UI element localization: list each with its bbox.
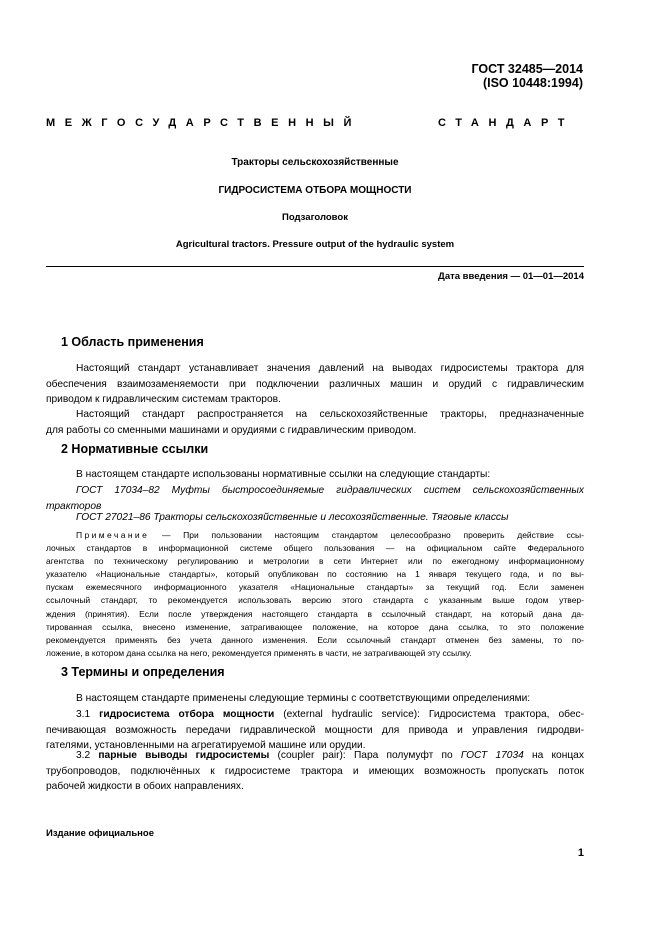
text-line: ГОСТ 17034–82 Муфты быстросоединяемые гидравлических систем сельскохозяйственных	[76, 485, 584, 496]
note-text: — При пользовании настоящим стандартом целесообразно проверить действие ссы-	[161, 530, 584, 540]
section-2-heading: 2 Нормативные ссылки	[61, 442, 209, 456]
text-line: гателями, установленными на агрегатируемой машине или орудии.	[46, 740, 366, 751]
note-line: указателю «Национальные стандарты», который опубликован по состоянию на 1 января текущего года, и по вы-	[46, 569, 584, 580]
term-name: гидросистема отбора мощности	[99, 709, 275, 720]
term-3-1	[46, 707, 584, 754]
section-3-heading: 3 Термины и определения	[61, 665, 225, 679]
text-line: печивающая возможность передачи гидравлической мощности для привода и управления гидродви-	[46, 724, 584, 736]
text-line: рабочей жидкости в обоих направлениях.	[46, 781, 244, 792]
note-line: агентства по техническому регулированию и метрологии в сети Интернет или по ежегодному информационному	[46, 556, 584, 567]
term-name: парные выводы гидросистемы	[98, 750, 270, 761]
term-reference: ГОСТ 17034	[460, 750, 524, 761]
note-line: ложение, в котором дана ссылка на него, рекомендуется применять в части, не затрагивающей эту ссылку.	[46, 647, 472, 658]
introduction-date: Дата введения — 01—01—2014	[438, 271, 584, 282]
title-english: Agricultural tractors. Pressure output of the hydraulic system	[175, 239, 455, 250]
section-2-intro	[46, 467, 584, 483]
title-subtitle: Подзаголовок	[282, 212, 348, 223]
text-line: трубопроводов, подключённых к гидросистеме трактора и имеющих возможность пропускать поток	[46, 765, 584, 777]
title-main: ГИДРОСИСТЕМА ОТБОРА МОЩНОСТИ	[218, 185, 412, 196]
text-line: тракторов	[46, 500, 102, 512]
note-line: ждения (принятия). Если после утверждения настоящего стандарта в ссылочный стандарт, на который дана да-	[46, 608, 584, 619]
note-line: лочных стандартов в информационной системе общего пользования — на официальном сайте Федерального	[46, 543, 584, 554]
note-line: ссылочный стандарт, то рекомендуется использовать версию этого стандарта с указанным выше годом утвер-	[46, 595, 584, 606]
divider	[46, 266, 584, 267]
standard-label: СТАНДАРТ	[438, 117, 575, 129]
term-3-2	[46, 748, 584, 795]
interstate-label: МЕЖГОСУДАРСТВЕННЫЙ	[46, 117, 362, 129]
standard-number-block	[0, 62, 583, 90]
note-line: пускам ежемесячного информационного указателя «Национальные стандарты» за текущий год. Если заменен	[46, 582, 584, 593]
note-line: рекомендуется применять без учета данного изменения. Если ссылочный стандарт отменен без замены, то по-	[46, 634, 584, 645]
term-first-line	[46, 748, 584, 764]
term-text: (coupler pair): Пара полумуфт по	[277, 750, 453, 761]
text-line: ГОСТ 27021–86 Тракторы сельскохозяйственные и лесохозяйственные. Тяговые классы	[76, 512, 509, 523]
text-line: Настоящий стандарт распространяется на сельскохозяйственные тракторы, предназначенные	[76, 409, 584, 420]
edition-label: Издание официальное	[46, 828, 154, 839]
text-line: для работы со сменными машинами и орудиями с гидравлическим приводом.	[46, 424, 417, 436]
section-3-intro	[46, 691, 584, 707]
section-1-paragraph-1	[46, 361, 584, 408]
text-line: В настоящем стандарте применены следующие термины с соответствующими определениями:	[76, 693, 531, 704]
term-text: (external hydraulic service): Гидросистема трактора, обес-	[283, 709, 584, 720]
page-number: 1	[577, 847, 584, 859]
section-1-paragraph-2	[46, 407, 584, 438]
text-line: приводом к гидравлическим системам тракторов.	[46, 394, 281, 405]
reference-gost-27021	[46, 510, 584, 526]
note-block	[46, 529, 584, 660]
term-first-line	[46, 707, 584, 723]
note-line: тированная ссылка, внесено изменение, затрагивающее положение, на которое дана ссылка, то это положение	[46, 621, 584, 632]
standard-number: ГОСТ 32485—2014	[471, 62, 583, 76]
text-line: Настоящий стандарт устанавливает значения давлений на выводах гидросистемы трактора для	[76, 363, 584, 374]
title-category: Тракторы сельскохозяйственные	[231, 157, 399, 168]
term-number: 3.1	[76, 709, 91, 720]
term-text-end: на концах	[531, 750, 584, 761]
section-1-heading: 1 Область применения	[61, 335, 204, 349]
text-line: В настоящем стандарте использованы нормативные ссылки на следующие стандарты:	[76, 469, 491, 480]
iso-number: (ISO 10448:1994)	[482, 76, 583, 90]
note-label: Примечание	[76, 530, 150, 540]
text-line: обеспечения взаимозаменяемости при подключении различных машин и орудий с гидравлическим	[46, 378, 584, 390]
note-first-line	[46, 529, 584, 542]
term-number: 3.2	[76, 750, 91, 761]
